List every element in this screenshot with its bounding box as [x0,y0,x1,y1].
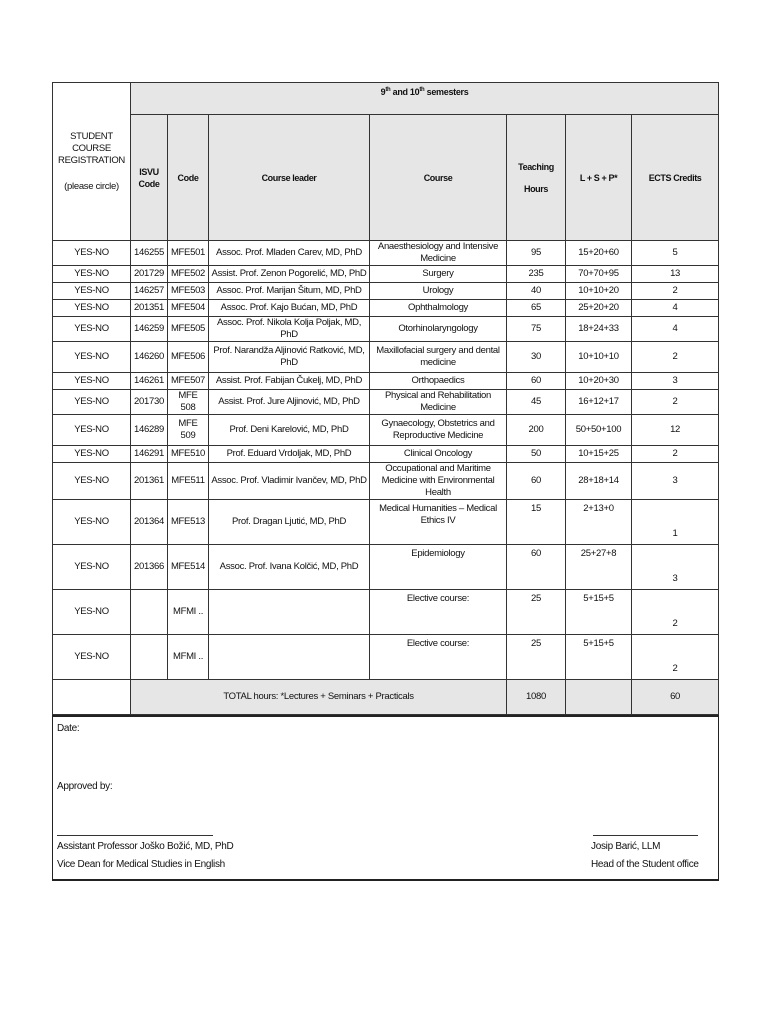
table-row [53,317,719,342]
approved-label: Approved by: [57,781,113,792]
right-signature-line [593,835,698,836]
ects-cell: 1 [632,500,719,545]
col-isvu-header: ISVU Code [131,115,168,241]
table-row [53,390,719,415]
table-row [53,463,719,500]
col-course-header: Course [370,115,507,241]
leader-cell: Prof. Eduard Vrdoljak, MD, PhD [209,446,370,463]
total-lsp-cell [566,680,632,715]
signature-section [52,715,719,881]
ects-cell: 2 [632,590,719,635]
reg-cell: YES-NO [53,317,131,342]
col-hours-header: Teaching Hours [507,115,566,241]
lsp-cell: 10+20+30 [566,373,632,390]
ects-cell: 2 [632,635,719,680]
reg-cell: YES-NO [53,590,131,635]
table-row [53,300,719,317]
lsp-cell: 70+70+95 [566,266,632,283]
table-row [53,342,719,373]
left-signature-line [57,835,213,836]
code-cell: MFE502 [168,266,209,283]
hours-cell: 40 [507,283,566,300]
reg-cell: YES-NO [53,342,131,373]
course-cell: Physical and Rehabilitation Medicine [370,390,507,415]
total-row [53,680,719,715]
right-signatory-name: Josip Barić, LLM [591,841,661,852]
isvu-cell [131,590,168,635]
lsp-cell: 5+15+5 [566,635,632,680]
ects-cell: 13 [632,266,719,283]
table-row [53,590,719,635]
ects-cell: 3 [632,545,719,590]
reg-cell: YES-NO [53,283,131,300]
course-cell: Occupational and Maritime Medicine with Environmental Health [370,463,507,500]
course-cell: Ophthalmology [370,300,507,317]
table-row [53,545,719,590]
hours-cell: 65 [507,300,566,317]
course-cell: Urology [370,283,507,300]
ects-cell: 2 [632,446,719,463]
table-row [53,266,719,283]
isvu-cell: 146259 [131,317,168,342]
col-leader-header: Course leader [209,115,370,241]
code-cell: MFE505 [168,317,209,342]
ects-cell: 4 [632,300,719,317]
reg-cell: YES-NO [53,300,131,317]
code-cell: MFE511 [168,463,209,500]
table-row [53,446,719,463]
isvu-cell: 146255 [131,241,168,266]
course-cell: Maxillofacial surgery and dental medicine [370,342,507,373]
leader-cell: Assoc. Prof. Nikola Kolja Poljak, MD, PhD [209,317,370,342]
right-signatory-title: Head of the Student office [591,859,699,870]
isvu-cell [131,635,168,680]
course-cell: Surgery [370,266,507,283]
col-ects-header: ECTS Credits [632,115,719,241]
leader-cell: Assoc. Prof. Ivana Kolčić, MD, PhD [209,545,370,590]
isvu-cell: 146260 [131,342,168,373]
lsp-cell: 16+12+17 [566,390,632,415]
lsp-cell: 28+18+14 [566,463,632,500]
col-code-header: Code [168,115,209,241]
total-ects: 60 [632,680,719,715]
lsp-cell: 50+50+100 [566,415,632,446]
hours-cell: 60 [507,373,566,390]
isvu-cell: 201361 [131,463,168,500]
isvu-cell: 146291 [131,446,168,463]
isvu-cell: 146289 [131,415,168,446]
leader-cell: Assist. Prof. Jure Aljinović, MD, PhD [209,390,370,415]
reg-cell: YES-NO [53,545,131,590]
hours-cell: 235 [507,266,566,283]
registration-title: STUDENT COURSE REGISTRATION [58,130,125,166]
hours-cell: 25 [507,635,566,680]
hours-cell: 200 [507,415,566,446]
leader-cell [209,635,370,680]
lsp-cell: 10+10+20 [566,283,632,300]
hours-cell: 25 [507,590,566,635]
course-cell: Anaesthesiology and Intensive Medicine [370,241,507,266]
left-signatory-title: Vice Dean for Medical Studies in English [57,859,225,870]
isvu-cell: 201730 [131,390,168,415]
code-cell: MFE504 [168,300,209,317]
course-registration-form [52,82,718,881]
hours-cell: 95 [507,241,566,266]
reg-cell: YES-NO [53,463,131,500]
hours-cell: 60 [507,545,566,590]
ects-cell: 2 [632,283,719,300]
course-cell: Orthopaedics [370,373,507,390]
course-cell: Elective course: [370,590,507,635]
leader-cell: Assist. Prof. Fabijan Čukelj, MD, PhD [209,373,370,390]
leader-cell: Assist. Prof. Zenon Pogorelić, MD, PhD [209,266,370,283]
code-cell: MFMI .. [168,635,209,680]
course-cell: Epidemiology [370,545,507,590]
ects-cell: 3 [632,463,719,500]
ects-cell: 5 [632,241,719,266]
reg-cell: YES-NO [53,635,131,680]
reg-cell: YES-NO [53,446,131,463]
hours-cell: 50 [507,446,566,463]
isvu-cell: 201366 [131,545,168,590]
isvu-cell: 201729 [131,266,168,283]
course-cell: Clinical Oncology [370,446,507,463]
leader-cell: Assoc. Prof. Vladimir Ivančev, MD, PhD [209,463,370,500]
code-cell: MFE507 [168,373,209,390]
code-cell: MFMI .. [168,590,209,635]
semesters-header: 9th and 10th semesters [131,83,719,115]
code-cell: MFE501 [168,241,209,266]
date-label: Date: [57,723,80,734]
isvu-cell: 201351 [131,300,168,317]
left-signatory-name: Assistant Professor Joško Božić, MD, PhD [57,841,234,852]
code-cell: MFE510 [168,446,209,463]
ects-cell: 4 [632,317,719,342]
code-cell: MFE514 [168,545,209,590]
total-hours: 1080 [507,680,566,715]
hours-cell: 30 [507,342,566,373]
reg-cell: YES-NO [53,241,131,266]
isvu-cell: 146261 [131,373,168,390]
table-row [53,500,719,545]
leader-cell: Prof. Dragan Ljutić, MD, PhD [209,500,370,545]
hours-cell: 75 [507,317,566,342]
registration-header-cell [53,83,131,241]
lsp-cell: 18+24+33 [566,317,632,342]
leader-cell: Prof. Deni Karelović, MD, PhD [209,415,370,446]
code-cell: MFE513 [168,500,209,545]
code-cell: MFE503 [168,283,209,300]
hours-cell: 45 [507,390,566,415]
leader-cell [209,590,370,635]
course-cell: Medical Humanities – Medical Ethics IV [370,500,507,545]
course-cell: Otorhinolaryngology [370,317,507,342]
reg-cell: YES-NO [53,415,131,446]
lsp-cell: 25+20+20 [566,300,632,317]
table-row [53,415,719,446]
hours-cell: 15 [507,500,566,545]
leader-cell: Assoc. Prof. Mladen Carev, MD, PhD [209,241,370,266]
table-row [53,635,719,680]
course-cell: Gynaecology, Obstetrics and Reproductive Medicine [370,415,507,446]
lsp-cell: 25+27+8 [566,545,632,590]
registration-hint: (please circle) [64,180,119,192]
code-cell: MFE 508 [168,390,209,415]
col-lsp-header: L + S + P* [566,115,632,241]
ects-cell: 12 [632,415,719,446]
lsp-cell: 10+10+10 [566,342,632,373]
course-table [52,82,719,715]
lsp-cell: 10+15+25 [566,446,632,463]
ects-cell: 3 [632,373,719,390]
total-label: TOTAL hours: *Lectures + Seminars + Practicals [131,680,507,715]
hours-cell: 60 [507,463,566,500]
leader-cell: Prof. Narandža Aljinović Ratković, MD, PhD [209,342,370,373]
table-row [53,283,719,300]
table-row [53,373,719,390]
code-cell: MFE506 [168,342,209,373]
lsp-cell: 5+15+5 [566,590,632,635]
total-blank-cell [53,680,131,715]
reg-cell: YES-NO [53,390,131,415]
lsp-cell: 15+20+60 [566,241,632,266]
leader-cell: Assoc. Prof. Kajo Bućan, MD, PhD [209,300,370,317]
isvu-cell: 146257 [131,283,168,300]
table-row [53,241,719,266]
code-cell: MFE 509 [168,415,209,446]
reg-cell: YES-NO [53,500,131,545]
course-cell: Elective course: [370,635,507,680]
reg-cell: YES-NO [53,266,131,283]
reg-cell: YES-NO [53,373,131,390]
ects-cell: 2 [632,342,719,373]
leader-cell: Assoc. Prof. Marijan Šitum, MD, PhD [209,283,370,300]
lsp-cell: 2+13+0 [566,500,632,545]
isvu-cell: 201364 [131,500,168,545]
ects-cell: 2 [632,390,719,415]
